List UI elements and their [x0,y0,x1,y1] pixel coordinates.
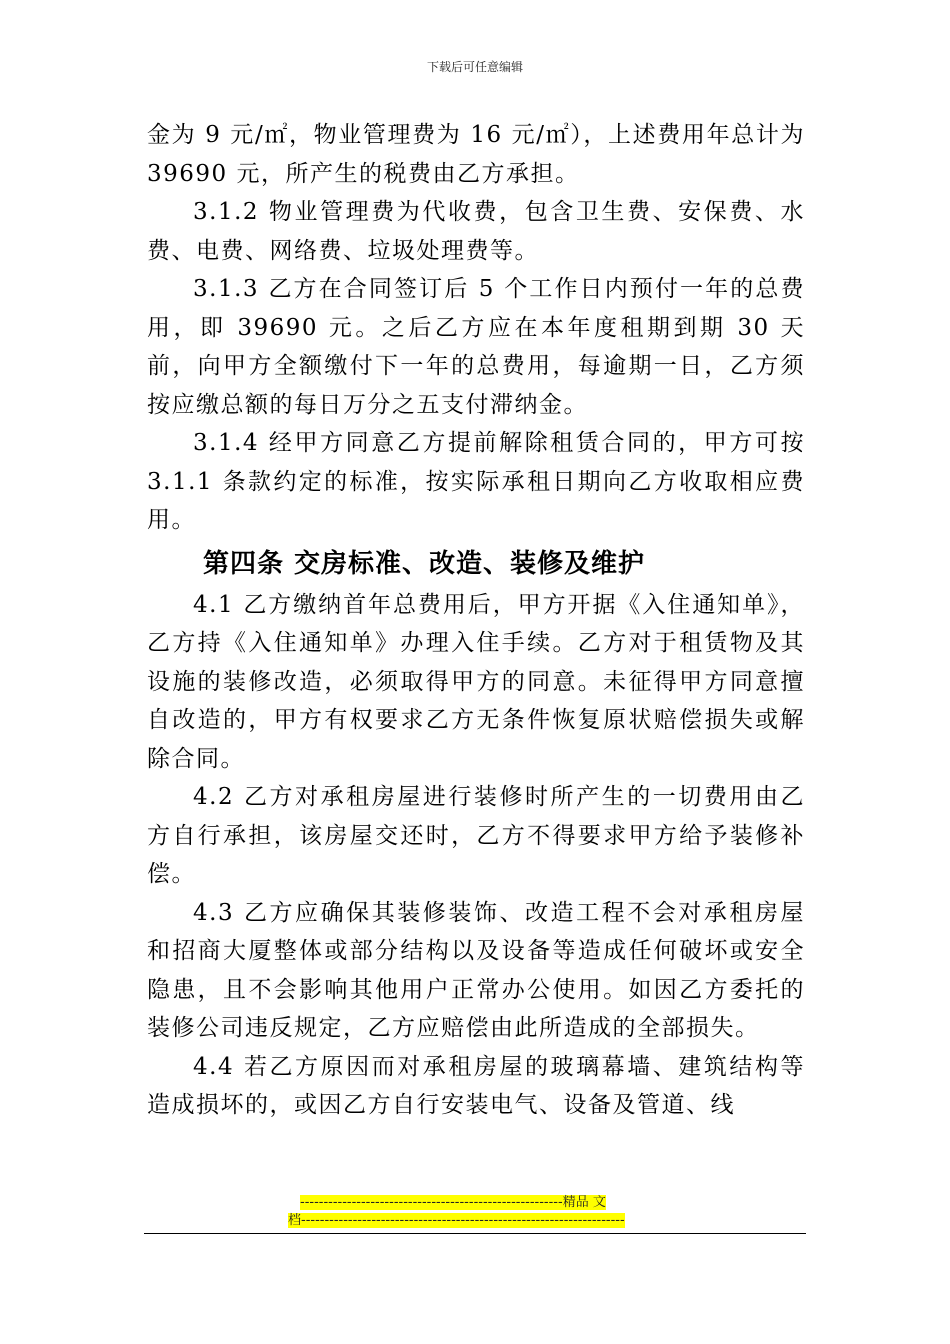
header-note: 下载后可任意编辑 [426,60,523,74]
paragraph-4-2: 4.2 乙方对承租房屋进行装修时所产生的一切费用由乙方自行承担，该房屋交还时，乙方不得要求甲方给予装修补偿。 [147,784,805,887]
paragraph-4-4: 4.4 若乙方原因而对承租房屋的玻璃幕墙、建筑结构等造成损坏的，或因乙方自行安装电气、设备及管道、线 [147,1053,805,1118]
footer-line-2: 档--------------------------------------------------------------------- [288,1213,625,1228]
paragraph-4-1: 4.1 乙方缴纳首年总费用后，甲方开据《入住通知单》，乙方持《入住通知单》办理入住手续。乙方对于租赁物及其设施的装修改造，必须取得甲方的同意。未征得甲方同意擅自改造的，甲方有权要求乙方无条件恢复原状赔偿损失或解除合同。 [147,591,805,772]
document-body [147,116,805,1125]
footer-line-1: --------------------------------------------------------精品 文 [300,1195,606,1210]
footer-watermark [288,1194,660,1230]
paragraph-3-1-2: 3.1.2 物业管理费为代收费，包含卫生费、安保费、水费、电费、网络费、垃圾处理费等。 [147,199,805,264]
section-heading-article-4: 第四条 交房标准、改造、装修及维护 [203,548,646,579]
paragraph-rent-fees: 金为 9 元/㎡，物业管理费为 16 元/㎡），上述费用年总计为 39690 元，所产生的税费由乙方承担。 [147,122,805,187]
footer-divider [144,1233,806,1234]
paragraph-3-1-4: 3.1.4 经甲方同意乙方提前解除租赁合同的，甲方可按 3.1.1 条款约定的标准，按实际承租日期向乙方收取相应费用。 [147,430,805,533]
paragraph-4-3: 4.3 乙方应确保其装修装饰、改造工程不会对承租房屋和招商大厦整体或部分结构以及设备等造成任何破坏或安全隐患，且不会影响其他用户正常办公使用。如因乙方委托的装修公司违反规定，乙方应赔偿由此所造成的全部损失。 [147,899,805,1041]
paragraph-3-1-3: 3.1.3 乙方在合同签订后 5 个工作日内预付一年的总费用，即 39690 元。之后乙方应在本年度租期到期 30 天前，向甲方全额缴付下一年的总费用，每逾期一日，乙方须按应缴总额的每日万分之五支付滞纳金。 [147,276,805,418]
